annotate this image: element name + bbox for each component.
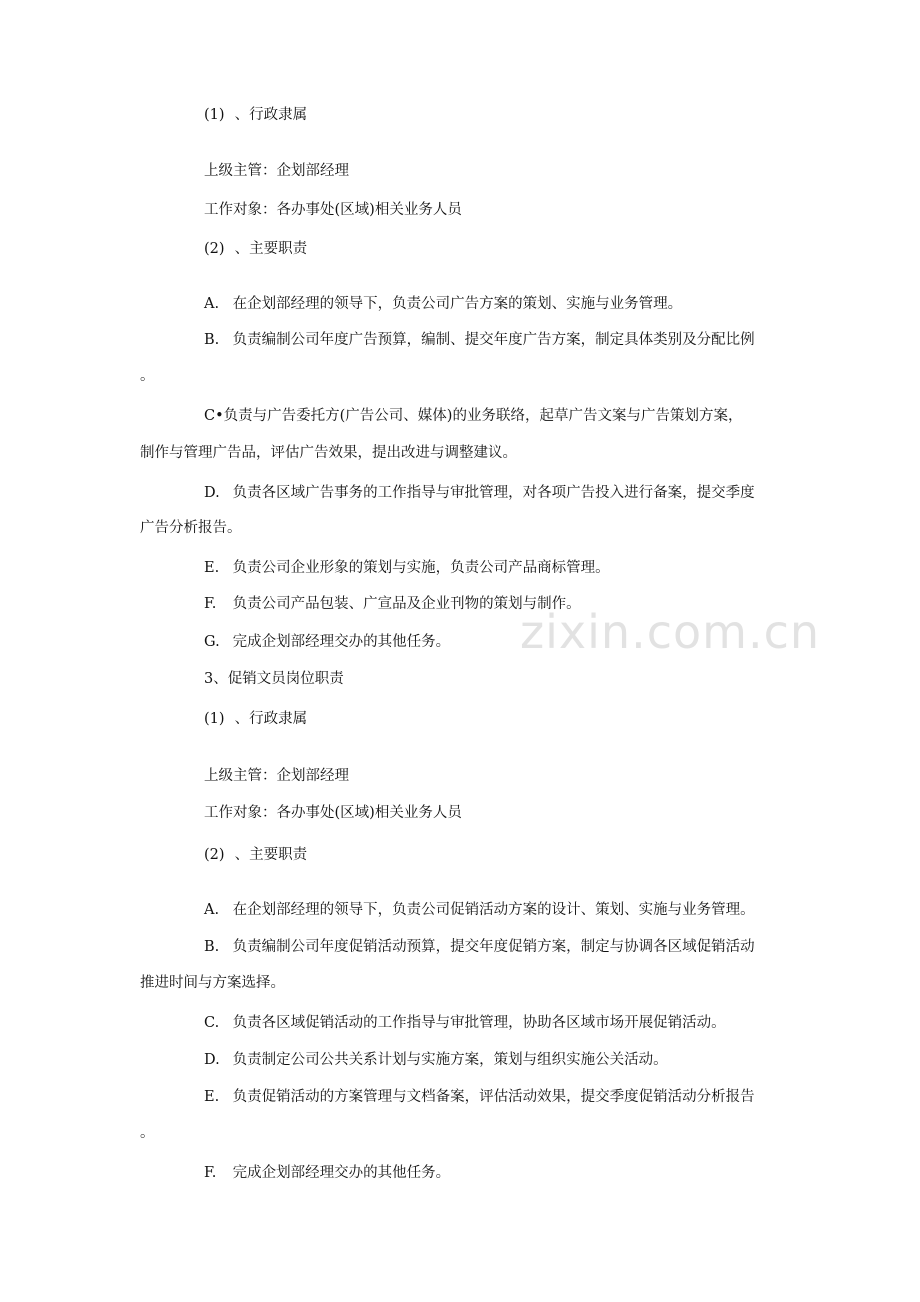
list-marker: A. xyxy=(204,296,220,312)
list-marker: B. xyxy=(204,332,220,348)
duty-item-a xyxy=(204,900,755,920)
supervisor-line: 上级主管：企划部经理 xyxy=(204,768,349,784)
duty-item-f xyxy=(204,1163,450,1183)
duty-item-a xyxy=(204,294,682,314)
admin-heading xyxy=(204,105,307,125)
item-text: 负责促销活动的方案管理与文档备案，评估活动效果，提交季度促销活动分析报告 xyxy=(232,1089,755,1105)
duty-item-g xyxy=(204,632,450,652)
list-marker: G. xyxy=(204,634,220,650)
heading-text: 、主要职责 xyxy=(234,241,308,257)
duty-item-b-continuation: 推进时间与方案选择。 xyxy=(140,975,285,991)
list-marker: F. xyxy=(204,596,217,612)
item-text: 负责公司产品包装、广宣品及企业刊物的策划与制作。 xyxy=(232,596,581,612)
heading-text: 、行政隶属 xyxy=(234,107,308,123)
duty-item-b xyxy=(204,937,755,957)
duty-heading xyxy=(204,845,307,865)
duty-item-d xyxy=(204,1050,668,1070)
item-text: 在企划部经理的领导下，负责公司广告方案的策划、实施与业务管理。 xyxy=(232,296,683,312)
duty-item-c xyxy=(204,1013,726,1033)
duty-item-c-continuation: 制作与管理广告品，评估广告效果，提出改进与调整建议。 xyxy=(140,445,517,461)
item-text: 负责各区域促销活动的工作指导与审批管理，协助各区域市场开展促销活动。 xyxy=(232,1015,726,1031)
heading-text: 、行政隶属 xyxy=(234,711,308,727)
list-marker: C. xyxy=(204,1015,220,1031)
duty-item-e-continuation: 。 xyxy=(140,1125,155,1141)
duty-item-e xyxy=(204,1087,755,1107)
list-marker: E. xyxy=(204,1089,220,1105)
list-marker: (1) xyxy=(204,107,225,123)
work-target-line: 工作对象：各办事处(区域)相关业务人员 xyxy=(204,202,462,218)
duty-item-c: C•负责与广告委托方(广告公司、媒体)的业务联络，起草广告文案与广告策划方案， xyxy=(204,408,743,424)
item-text: 负责编制公司年度促销活动预算，提交年度促销方案，制定与协调各区域促销活动 xyxy=(232,939,755,955)
list-marker: (2) xyxy=(204,241,225,257)
section-heading: 3、促销文员岗位职责 xyxy=(204,671,344,687)
heading-text: 、主要职责 xyxy=(234,847,308,863)
admin-heading xyxy=(204,709,307,729)
duty-item-d xyxy=(204,483,755,503)
item-text: 完成企划部经理交办的其他任务。 xyxy=(232,634,451,650)
duty-item-e xyxy=(204,558,610,578)
duty-item-f xyxy=(204,594,581,614)
list-marker: D. xyxy=(204,485,220,501)
list-marker: (2) xyxy=(204,847,225,863)
item-text: 负责编制公司年度广告预算，编制、提交年度广告方案，制定具体类别及分配比例 xyxy=(232,332,755,348)
item-text: 在企划部经理的领导下，负责公司促销活动方案的设计、策划、实施与业务管理。 xyxy=(232,902,755,918)
duty-item-b xyxy=(204,330,755,350)
work-target-line: 工作对象：各办事处(区域)相关业务人员 xyxy=(204,805,462,821)
item-text: 负责各区域广告事务的工作指导与审批管理，对各项广告投入进行备案，提交季度 xyxy=(232,485,755,501)
list-marker: (1) xyxy=(204,711,225,727)
duty-heading xyxy=(204,239,307,259)
duty-item-b-continuation: 。 xyxy=(140,368,155,384)
list-marker: A. xyxy=(204,902,220,918)
item-text: 负责公司企业形象的策划与实施，负责公司产品商标管理。 xyxy=(232,560,610,576)
list-marker: D. xyxy=(204,1052,220,1068)
supervisor-line: 上级主管：企划部经理 xyxy=(204,163,349,179)
duty-item-d-continuation: 广告分析报告。 xyxy=(140,520,242,536)
watermark: zixin.com.cn xyxy=(520,605,821,659)
list-marker: E. xyxy=(204,560,220,576)
item-text: 负责制定公司公共关系计划与实施方案，策划与组织实施公关活动。 xyxy=(232,1052,668,1068)
list-marker: B. xyxy=(204,939,220,955)
item-text: 完成企划部经理交办的其他任务。 xyxy=(232,1165,451,1181)
list-marker: F. xyxy=(204,1165,217,1181)
